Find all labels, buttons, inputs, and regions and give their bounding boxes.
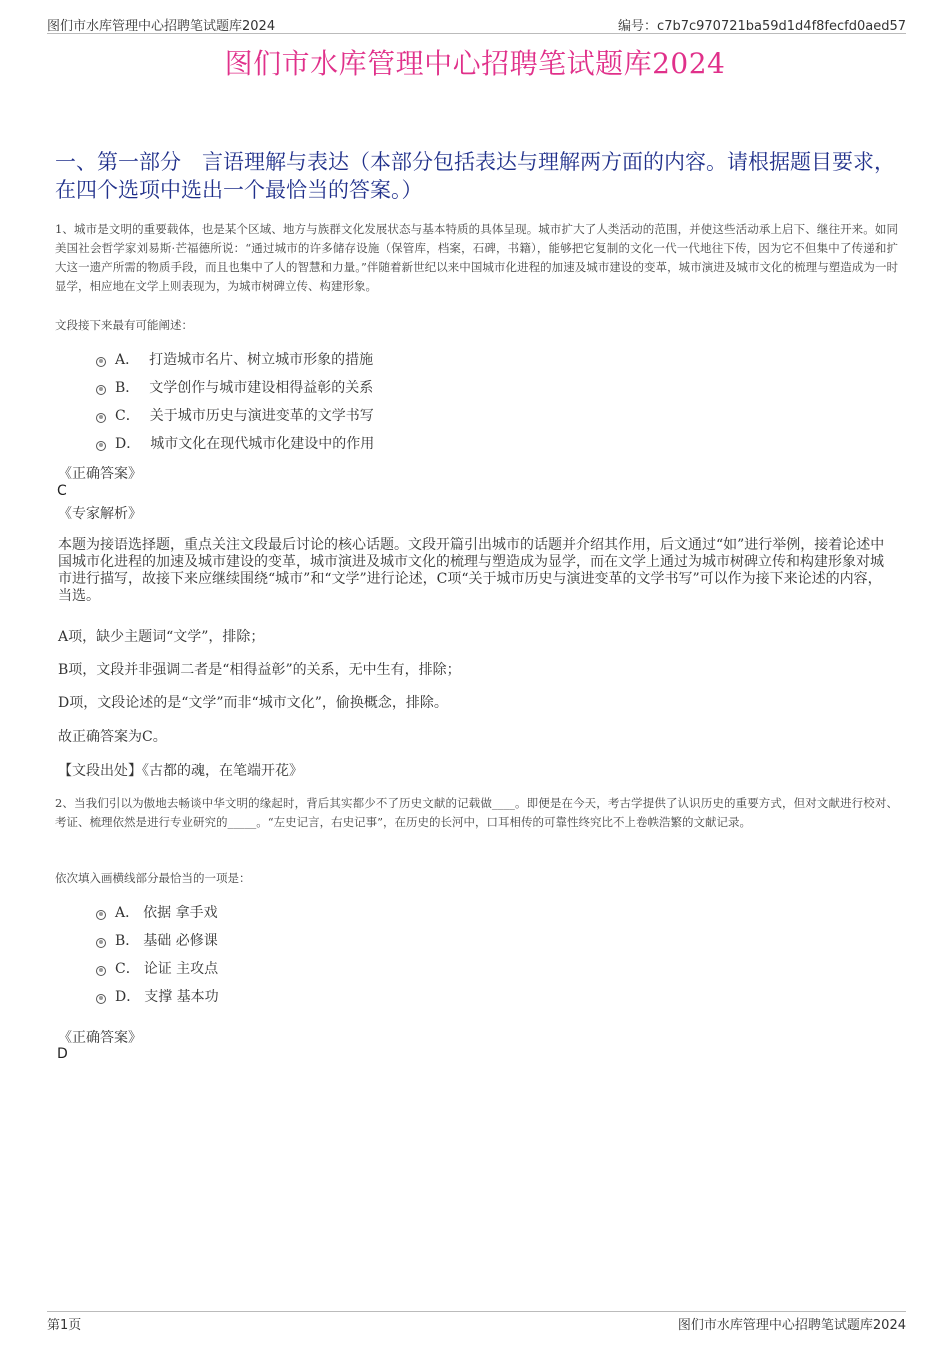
option-text: 关于城市历史与演进变革的文学书写	[149, 408, 374, 424]
question-1-analysis-d: D项，文段论述的是“文学”而非“城市文化”，偷换概念，排除。	[58, 695, 448, 711]
radio-icon[interactable]	[96, 910, 106, 920]
option-letter: C．	[115, 408, 140, 424]
option-letter: B．	[115, 933, 140, 949]
question-2-prompt: 依次填入画横线部分最恰当的一项是：	[55, 871, 251, 885]
question-1-answer-label: 《正确答案》	[58, 466, 142, 482]
question-2-option-b[interactable]	[96, 926, 219, 954]
radio-icon[interactable]	[96, 966, 106, 976]
option-text: 依据 拿手戏	[143, 905, 218, 921]
page-title: 图们市水库管理中心招聘笔试题库2024	[224, 47, 726, 80]
question-1-analysis-b: B项，文段并非强调二者是“相得益彰”的关系，无中生有，排除；	[58, 662, 461, 678]
option-text: 打造城市名片、树立城市形象的措施	[149, 352, 374, 368]
question-1-analysis-a: A项，缺少主题词“文学”，排除；	[58, 629, 265, 645]
section-heading: 一、第一部分 言语理解与表达（本部分包括表达与理解两方面的内容。请根据题目要求，在四个选项中选出一个最恰当的答案。）	[55, 150, 895, 202]
page-number: 第1页	[47, 1318, 82, 1333]
option-text: 基础 必修课	[143, 933, 218, 949]
option-letter: D．	[115, 436, 141, 452]
radio-icon[interactable]	[96, 938, 106, 948]
option-text: 支撑 基本功	[144, 989, 219, 1005]
question-1-options	[96, 345, 374, 457]
question-2-option-a[interactable]	[96, 898, 219, 926]
question-1-option-b[interactable]	[96, 373, 374, 401]
option-letter: C．	[115, 961, 140, 977]
option-text: 论证 主攻点	[143, 961, 219, 977]
question-2-answer: D	[57, 1046, 68, 1062]
question-1-option-c[interactable]	[96, 401, 374, 429]
question-2-option-c[interactable]	[96, 954, 219, 982]
radio-icon[interactable]	[96, 441, 106, 451]
option-text: 城市文化在现代城市化建设中的作用	[150, 436, 375, 452]
option-letter: A．	[115, 352, 140, 368]
question-1-option-a[interactable]	[96, 345, 374, 373]
header-doc-id: 编号：c7b7c970721ba59d1d4f8fecfd0aed57	[618, 19, 906, 34]
question-2-option-d[interactable]	[96, 982, 219, 1010]
radio-icon[interactable]	[96, 413, 106, 423]
question-1-answer: C	[57, 483, 67, 499]
header-doc-title: 图们市水库管理中心招聘笔试题库2024	[47, 19, 276, 34]
radio-icon[interactable]	[96, 994, 106, 1004]
question-1-stem: 1、城市是文明的重要载体，也是某个区域、地方与族群文化发展状态与基本特质的具体呈现。城市扩大了人类活动的范围，并使这些活动承上启下、继往开来。如同美国社会哲学家刘易斯·芒福德所说：“通过城市的许多储存设施（保管库，档案，石碑，书籍），能够把它复制的文化一代一代地往下传，因为它不但集中了传递和扩大这一遗产所需的物质手段，而且也集中了人的智慧和力量。”伴随着新世纪以来中国城市化进程的加速及城市建设的变革，城市演进及城市文化的梳理与塑造成为一时显学，相应地在文学上则表现为，为城市树碑立传、构建形象。	[55, 222, 898, 293]
question-2-answer-label: 《正确答案》	[58, 1030, 142, 1046]
option-text: 文学创作与城市建设相得益彰的关系	[149, 380, 374, 396]
header-divider	[47, 33, 906, 34]
footer-divider	[47, 1311, 906, 1312]
question-2-stem: 2、当我们引以为傲地去畅谈中华文明的缘起时，背后其实都少不了历史文献的记载做____。即便是在今天，考古学提供了认识历史的重要方式，但对文献进行校对、考证、梳理依然是进行专业研究的_____。“左史记言，右史记事”，在历史的长河中，口耳相传的可靠性终究比不上卷帙浩繁的文献记录。	[55, 796, 898, 829]
question-1-source: 【文段出处】《古都的魂，在笔端开花》	[58, 763, 303, 779]
question-1-analysis-label: 《专家解析》	[58, 506, 142, 522]
radio-icon[interactable]	[96, 357, 106, 367]
question-1-analysis: 本题为接语选择题，重点关注文段最后讨论的核心话题。文段开篇引出城市的话题并介绍其作用，后文通过“如”进行举例，接着论述中国城市化进程的加速及城市建设的变革，城市演进及城市文化的梳理与塑造成为显学，而在文学上通过为城市树碑立传和构建形象对城市进行描写，故接下来应继续围绕“城市”和“文学”进行论述，C项“关于城市历史与演进变革的文学书写”可以作为接下来论述的内容，当选。	[58, 537, 885, 604]
question-1-option-d[interactable]	[96, 429, 374, 457]
question-2-options	[96, 898, 219, 1010]
radio-icon[interactable]	[96, 385, 106, 395]
option-letter: B．	[115, 380, 140, 396]
footer-doc-title: 图们市水库管理中心招聘笔试题库2024	[677, 1318, 906, 1333]
question-1-prompt: 文段接下来最有可能阐述：	[55, 318, 193, 332]
option-letter: D．	[115, 989, 141, 1005]
option-letter: A．	[115, 905, 140, 921]
question-1-conclusion: 故正确答案为C。	[58, 729, 167, 745]
